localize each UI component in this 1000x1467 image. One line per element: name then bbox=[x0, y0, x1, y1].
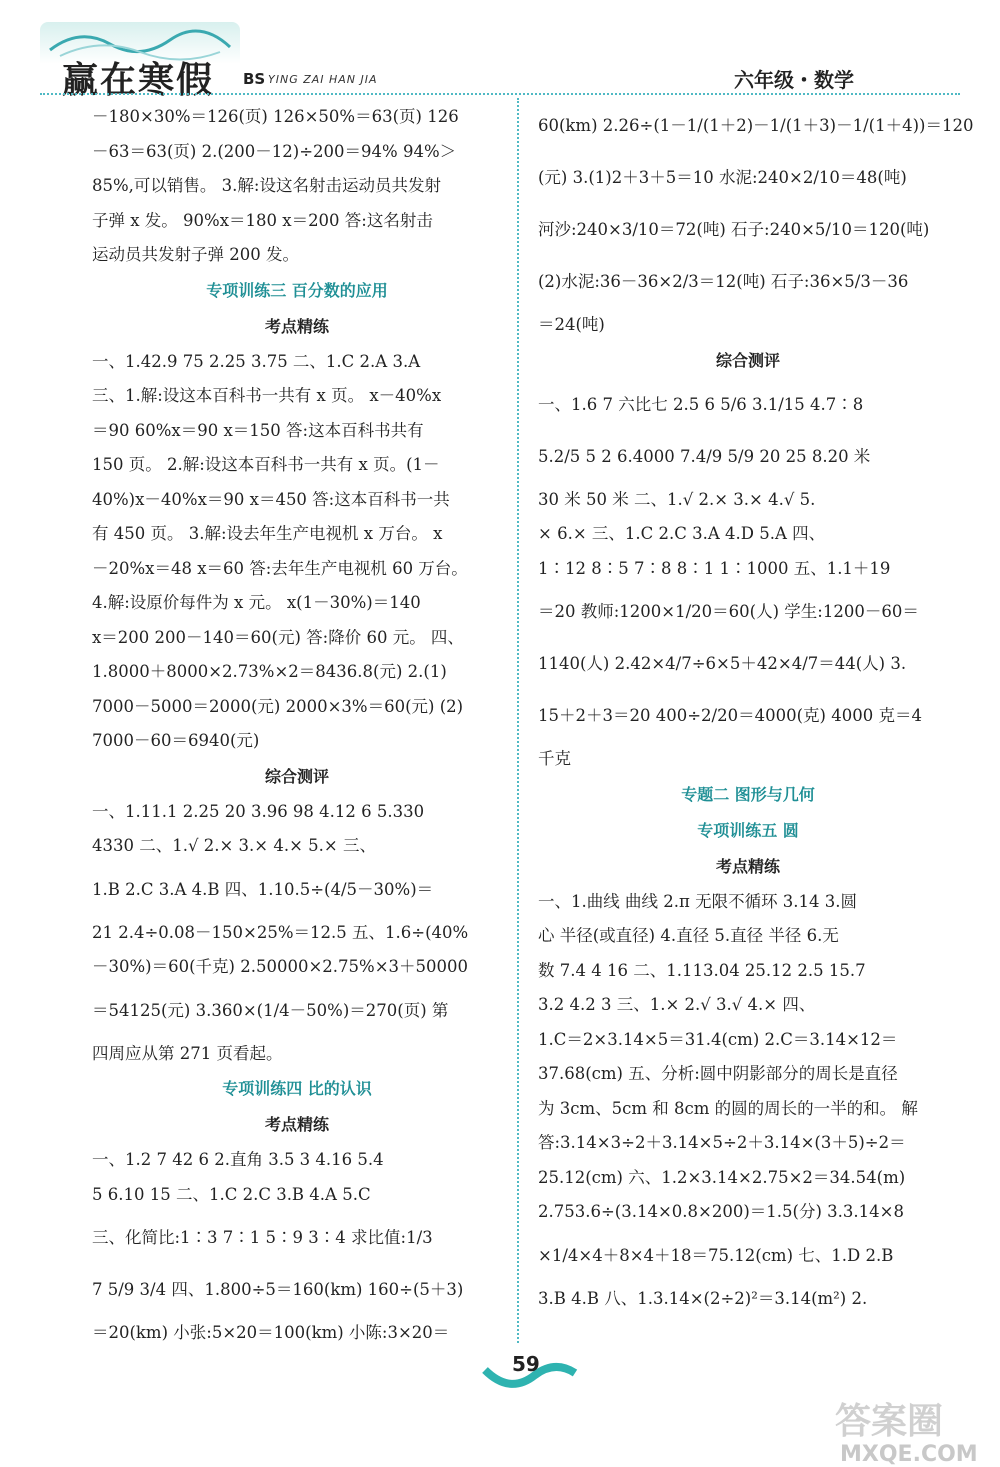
answer-line: 一、1.6 7 六比七 2.5 6 5/6 3.1/15 4.7∶8 bbox=[538, 394, 864, 414]
answer-line: 3.B 4.B 八、1.3.14×(2÷2)²＝3.14(m²) 2. bbox=[538, 1288, 868, 1308]
section-heading: 专项训练三 百分数的应用 bbox=[206, 280, 388, 300]
answer-line: 子弹 x 发。 90%x＝180 x＝200 答:这名射击 bbox=[92, 210, 433, 230]
answer-line: 60(km) 2.26÷(1－1/(1＋2)－1/(1＋3)－1/(1＋4))＝120 bbox=[538, 116, 974, 135]
answer-line: 心 半径(或直径) 4.直径 5.直径 半径 6.无 bbox=[538, 926, 839, 945]
svg-text:答案圈: 答案圈 bbox=[835, 1401, 944, 1442]
answer-line: 4330 二、1.√ 2.× 3.× 4.× 5.× 三、 bbox=[92, 836, 376, 855]
subsection-heading: 考点精练 bbox=[715, 856, 780, 876]
answer-line: 1.C＝2×3.14×5＝31.4(cm) 2.C＝3.14×12＝ bbox=[538, 1029, 898, 1049]
answer-line: 运动员共发射子弹 200 发。 bbox=[92, 245, 299, 264]
answer-line: －20%x＝48 x＝60 答:去年生产电视机 60 万台。 bbox=[92, 558, 468, 578]
header-divider bbox=[40, 93, 960, 95]
answer-line: × 6.× 三、1.C 2.C 3.A 4.D 5.A 四、 bbox=[538, 524, 826, 543]
subsection-heading: 综合测评 bbox=[715, 350, 780, 370]
answer-line: 5.2/5 5 2 6.4000 7.4/9 5/9 20 25 8.20 米 bbox=[538, 446, 871, 466]
answer-line: 150 页。 2.解:设这本百科书一共有 x 页。(1－ bbox=[92, 455, 440, 474]
answer-line: (元) 3.(1)2＋3＋5＝10 水泥:240×2/10＝48(吨) bbox=[538, 168, 907, 187]
answer-line: ＝90 60%x＝90 x＝150 答:这本百科书共有 bbox=[92, 420, 424, 440]
answer-line: 85%,可以销售。 3.解:设这名射击运动员共发射 bbox=[92, 176, 441, 195]
answer-line: 为 3cm、5cm 和 8cm 的圆的周长的一半的和。 解 bbox=[538, 1098, 918, 1118]
answer-line: 1.B 2.C 3.A 4.B 四、1.10.5÷(4/5－30%)＝ bbox=[92, 879, 434, 899]
answer-line: 四周应从第 271 页看起。 bbox=[92, 1043, 283, 1063]
page-number: 59 bbox=[512, 1352, 540, 1376]
answer-line: 千克 bbox=[538, 749, 571, 768]
answer-line: 答:3.14×3÷2＋3.14×5÷2＋3.14×(3＋5)÷2＝ bbox=[538, 1133, 906, 1152]
answer-line: 7 5/9 3/4 四、1.800÷5＝160(km) 160÷(5＋3) bbox=[92, 1280, 464, 1299]
left-column bbox=[92, 100, 502, 1351]
watermark-text: MXQE.COM bbox=[840, 1442, 978, 1467]
grade-subject: 六年级・数学 bbox=[734, 68, 854, 92]
answer-line: 有 450 页。 3.解:设去年生产电视机 x 万台。 x bbox=[92, 524, 443, 543]
answer-line: 3.2 4.2 3 三、1.× 2.√ 3.√ 4.× 四、 bbox=[538, 995, 816, 1014]
subsection-heading: 考点精练 bbox=[264, 316, 329, 336]
section-heading: 专题二 图形与几何 bbox=[681, 784, 815, 804]
answer-line: 数 7.4 4 16 二、1.113.04 25.12 2.5 15.7 bbox=[538, 960, 866, 980]
answer-line: 河沙:240×3/10＝72(吨) 石子:240×5/10＝120(吨) bbox=[538, 220, 930, 239]
logo-pinyin: YING ZAI HAN JIA bbox=[268, 73, 378, 86]
answer-line: 15＋2＋3＝20 400÷2/20＝4000(克) 4000 克＝4 bbox=[538, 706, 922, 725]
answer-line: 1140(人) 2.42×4/7÷6×5＋42×4/7＝44(人) 3. bbox=[538, 654, 907, 673]
answer-line: 一、1.2 7 42 6 2.直角 3.5 3 4.16 5.4 bbox=[92, 1150, 384, 1169]
answer-line: 7000－5000＝2000(元) 2000×3%＝60(元) (2) bbox=[92, 696, 464, 716]
answer-line: 4.解:设原价每件为 x 元。 x(1－30%)＝140 bbox=[92, 593, 421, 612]
answer-line: 30 米 50 米 二、1.√ 2.× 3.× 4.√ 5. bbox=[538, 489, 816, 509]
column-divider bbox=[517, 98, 519, 1343]
answer-line: ＝24(吨) bbox=[538, 315, 605, 334]
logo-edition: BS bbox=[243, 70, 266, 88]
answer-line: －180×30%＝126(页) 126×50%＝63(页) 126 bbox=[92, 107, 459, 126]
answer-line: (2)水泥:36－36×2/3＝12(吨) 石子:36×5/3－36 bbox=[538, 272, 909, 291]
right-column bbox=[538, 100, 974, 1316]
subsection-heading: 综合测评 bbox=[264, 766, 329, 786]
subsection-heading: 考点精练 bbox=[264, 1115, 329, 1134]
answer-line: x＝200 200－140＝60(元) 答:降价 60 元。 四、 bbox=[92, 627, 464, 647]
answer-line: 7000－60＝6940(元) bbox=[92, 731, 260, 750]
answer-line: 一、1.曲线 曲线 2.π 无限不循环 3.14 3.圆 bbox=[538, 891, 858, 911]
answer-line: 37.68(cm) 五、分析:圆中阴影部分的周长是直径 bbox=[538, 1064, 898, 1083]
answer-line: 5 6.10 15 二、1.C 2.C 3.B 4.A 5.C bbox=[92, 1184, 371, 1204]
answer-line: ＝54125(元) 3.360×(1/4－50%)＝270(页) 第 bbox=[92, 1000, 449, 1020]
answer-line: 一、1.11.1 2.25 20 3.96 98 4.12 6 5.330 bbox=[92, 801, 425, 821]
page-header bbox=[0, 0, 1000, 101]
logo-title: 赢在寒假 bbox=[62, 60, 215, 101]
answer-line: ＝20 教师:1200×1/20＝60(人) 学生:1200－60＝ bbox=[538, 602, 919, 621]
answer-line: 三、化简比:1∶3 7∶1 5∶9 3∶4 求比值:1/3 bbox=[92, 1228, 433, 1247]
answer-line: ×1/4×4＋8×4＋18＝75.12(cm) 七、1.D 2.B bbox=[538, 1245, 894, 1265]
answer-logo-icon bbox=[830, 1395, 990, 1443]
answer-line: 三、1.解:设这本百科书一共有 x 页。 x－40%x bbox=[92, 386, 442, 405]
answer-line: －30%)＝60(千克) 2.50000×2.75%×3＋50000 bbox=[92, 957, 469, 976]
answer-line: ＝20(km) 小张:5×20＝100(km) 小陈:3×20＝ bbox=[92, 1323, 450, 1342]
answer-line: 1.8000＋8000×2.73%×2＝8436.8(元) 2.(1) bbox=[92, 662, 447, 681]
answer-line: 1∶12 8∶5 7∶8 8∶1 1∶1000 五、1.1＋19 bbox=[538, 558, 891, 578]
answer-line: 40%)x－40%x＝90 x＝450 答:这本百科书一共 bbox=[92, 489, 450, 509]
answer-line: 25.12(cm) 六、1.2×3.14×2.75×2＝34.54(m) bbox=[538, 1167, 906, 1187]
answer-line: 21 2.4÷0.08－150×25%＝12.5 五、1.6÷(40% bbox=[92, 922, 469, 942]
answer-line: 2.753.6÷(3.14×0.8×200)＝1.5(分) 3.3.14×8 bbox=[538, 1202, 904, 1221]
section-heading: 专项训练五 圆 bbox=[697, 820, 799, 840]
answer-line: 一、1.42.9 75 2.25 3.75 二、1.C 2.A 3.A bbox=[92, 351, 421, 371]
answer-line: －63＝63(页) 2.(200－12)÷200＝94% 94%＞ bbox=[92, 141, 457, 161]
section-heading: 专项训练四 比的认识 bbox=[222, 1079, 372, 1098]
